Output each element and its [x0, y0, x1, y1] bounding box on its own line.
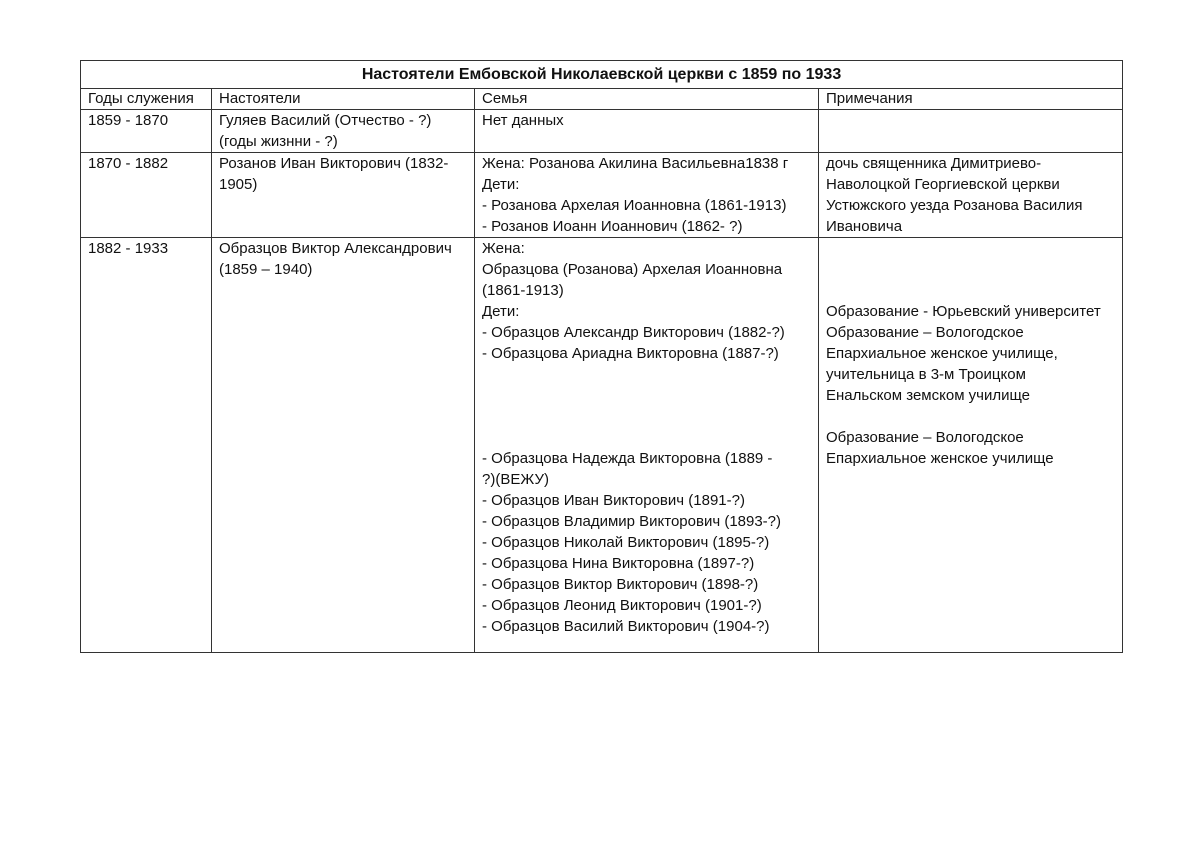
text-line: Епархиальное женское училище [826, 450, 1054, 467]
text-line: - Образцов Леонид Викторович (1901-?) [482, 597, 762, 614]
cell-priest [212, 238, 475, 653]
cell-years: 1859 - 1870 [81, 110, 212, 153]
cell-years: 1882 - 1933 [81, 238, 212, 653]
cell-notes [819, 238, 1123, 653]
text-line: Розанов Иван Викторович (1832- [219, 155, 449, 172]
text-line: - Образцов Иван Викторович (1891-?) [482, 492, 745, 509]
header-family: Семья [475, 89, 819, 110]
text-line: Жена: Розанова Акилина Васильевна1838 г [482, 155, 789, 172]
text-line: Гуляев Василий (Отчество - ?) [219, 112, 432, 129]
text-line: Жена: [482, 240, 525, 257]
text-line: - Образцова Ариадна Викторовна (1887-?) [482, 345, 779, 362]
cell-priest [212, 110, 475, 153]
header-notes: Примечания [819, 89, 1123, 110]
text-line: Дети: [482, 176, 520, 193]
cell-family [475, 153, 819, 238]
text-line: Енальском земском училище [826, 387, 1031, 404]
cell-priest [212, 153, 475, 238]
text-line: учительница в 3-м Троицком [826, 366, 1026, 383]
table-title: Настоятели Ембовской Николаевской церкви с 1859 по 1933 [81, 61, 1123, 89]
text-line: Образование – Вологодское [826, 429, 1024, 446]
text-line: - Образцова Надежда Викторовна (1889 - [482, 450, 773, 467]
spacer [826, 238, 1115, 301]
text-line: - Розанов Иоанн Иоаннович (1862- ?) [482, 218, 743, 235]
cell-years: 1870 - 1882 [81, 153, 212, 238]
text-line: (1861-1913) [482, 282, 564, 299]
text-line: - Образцов Николай Викторович (1895-?) [482, 534, 770, 551]
text-line: Образцова (Розанова) Архелая Иоанновна [482, 261, 783, 278]
text-line: Нет данных [482, 112, 564, 129]
text-line: Образование - Юрьевский университет [826, 303, 1101, 320]
table-row [81, 153, 1123, 238]
cell-notes [819, 153, 1123, 238]
text-line: дочь священника Димитриево- [826, 155, 1042, 172]
text-line: (годы жизнни - ?) [219, 133, 338, 150]
text-line: Епархиальное женское училище, [826, 345, 1058, 362]
text-line: - Образцов Виктор Викторович (1898-?) [482, 576, 759, 593]
cell-family [475, 238, 819, 653]
text-line: 1905) [219, 176, 258, 193]
spacer [482, 364, 811, 448]
header-priests: Настоятели [212, 89, 475, 110]
text-line: Ивановича [826, 218, 903, 235]
text-line: - Образцов Василий Викторович (1904-?) [482, 618, 770, 635]
text-line: - Розанова Архелая Иоанновна (1861-1913) [482, 197, 787, 214]
cell-family [475, 110, 819, 153]
priests-table [80, 60, 1123, 653]
table-row [81, 238, 1123, 653]
text-line: ?)(ВЕЖУ) [482, 471, 550, 488]
title-row [81, 61, 1123, 89]
text-line: Наволоцкой Георгиевской церкви [826, 176, 1060, 193]
text-line: Дети: [482, 303, 520, 320]
text-line: (1859 – 1940) [219, 261, 313, 278]
text-line: - Образцов Александр Викторович (1882-?) [482, 324, 785, 341]
text-line: Образование – Вологодское [826, 324, 1024, 341]
header-row [81, 89, 1123, 110]
header-years: Годы служения [81, 89, 212, 110]
table-row [81, 110, 1123, 153]
text-line: Образцов Виктор Александрович [219, 240, 452, 257]
text-line: - Образцов Владимир Викторович (1893-?) [482, 513, 782, 530]
text-line: Устюжского уезда Розанова Василия [826, 197, 1083, 214]
spacer [826, 406, 1115, 427]
cell-notes [819, 110, 1123, 153]
text-line: - Образцова Нина Викторовна (1897-?) [482, 555, 755, 572]
